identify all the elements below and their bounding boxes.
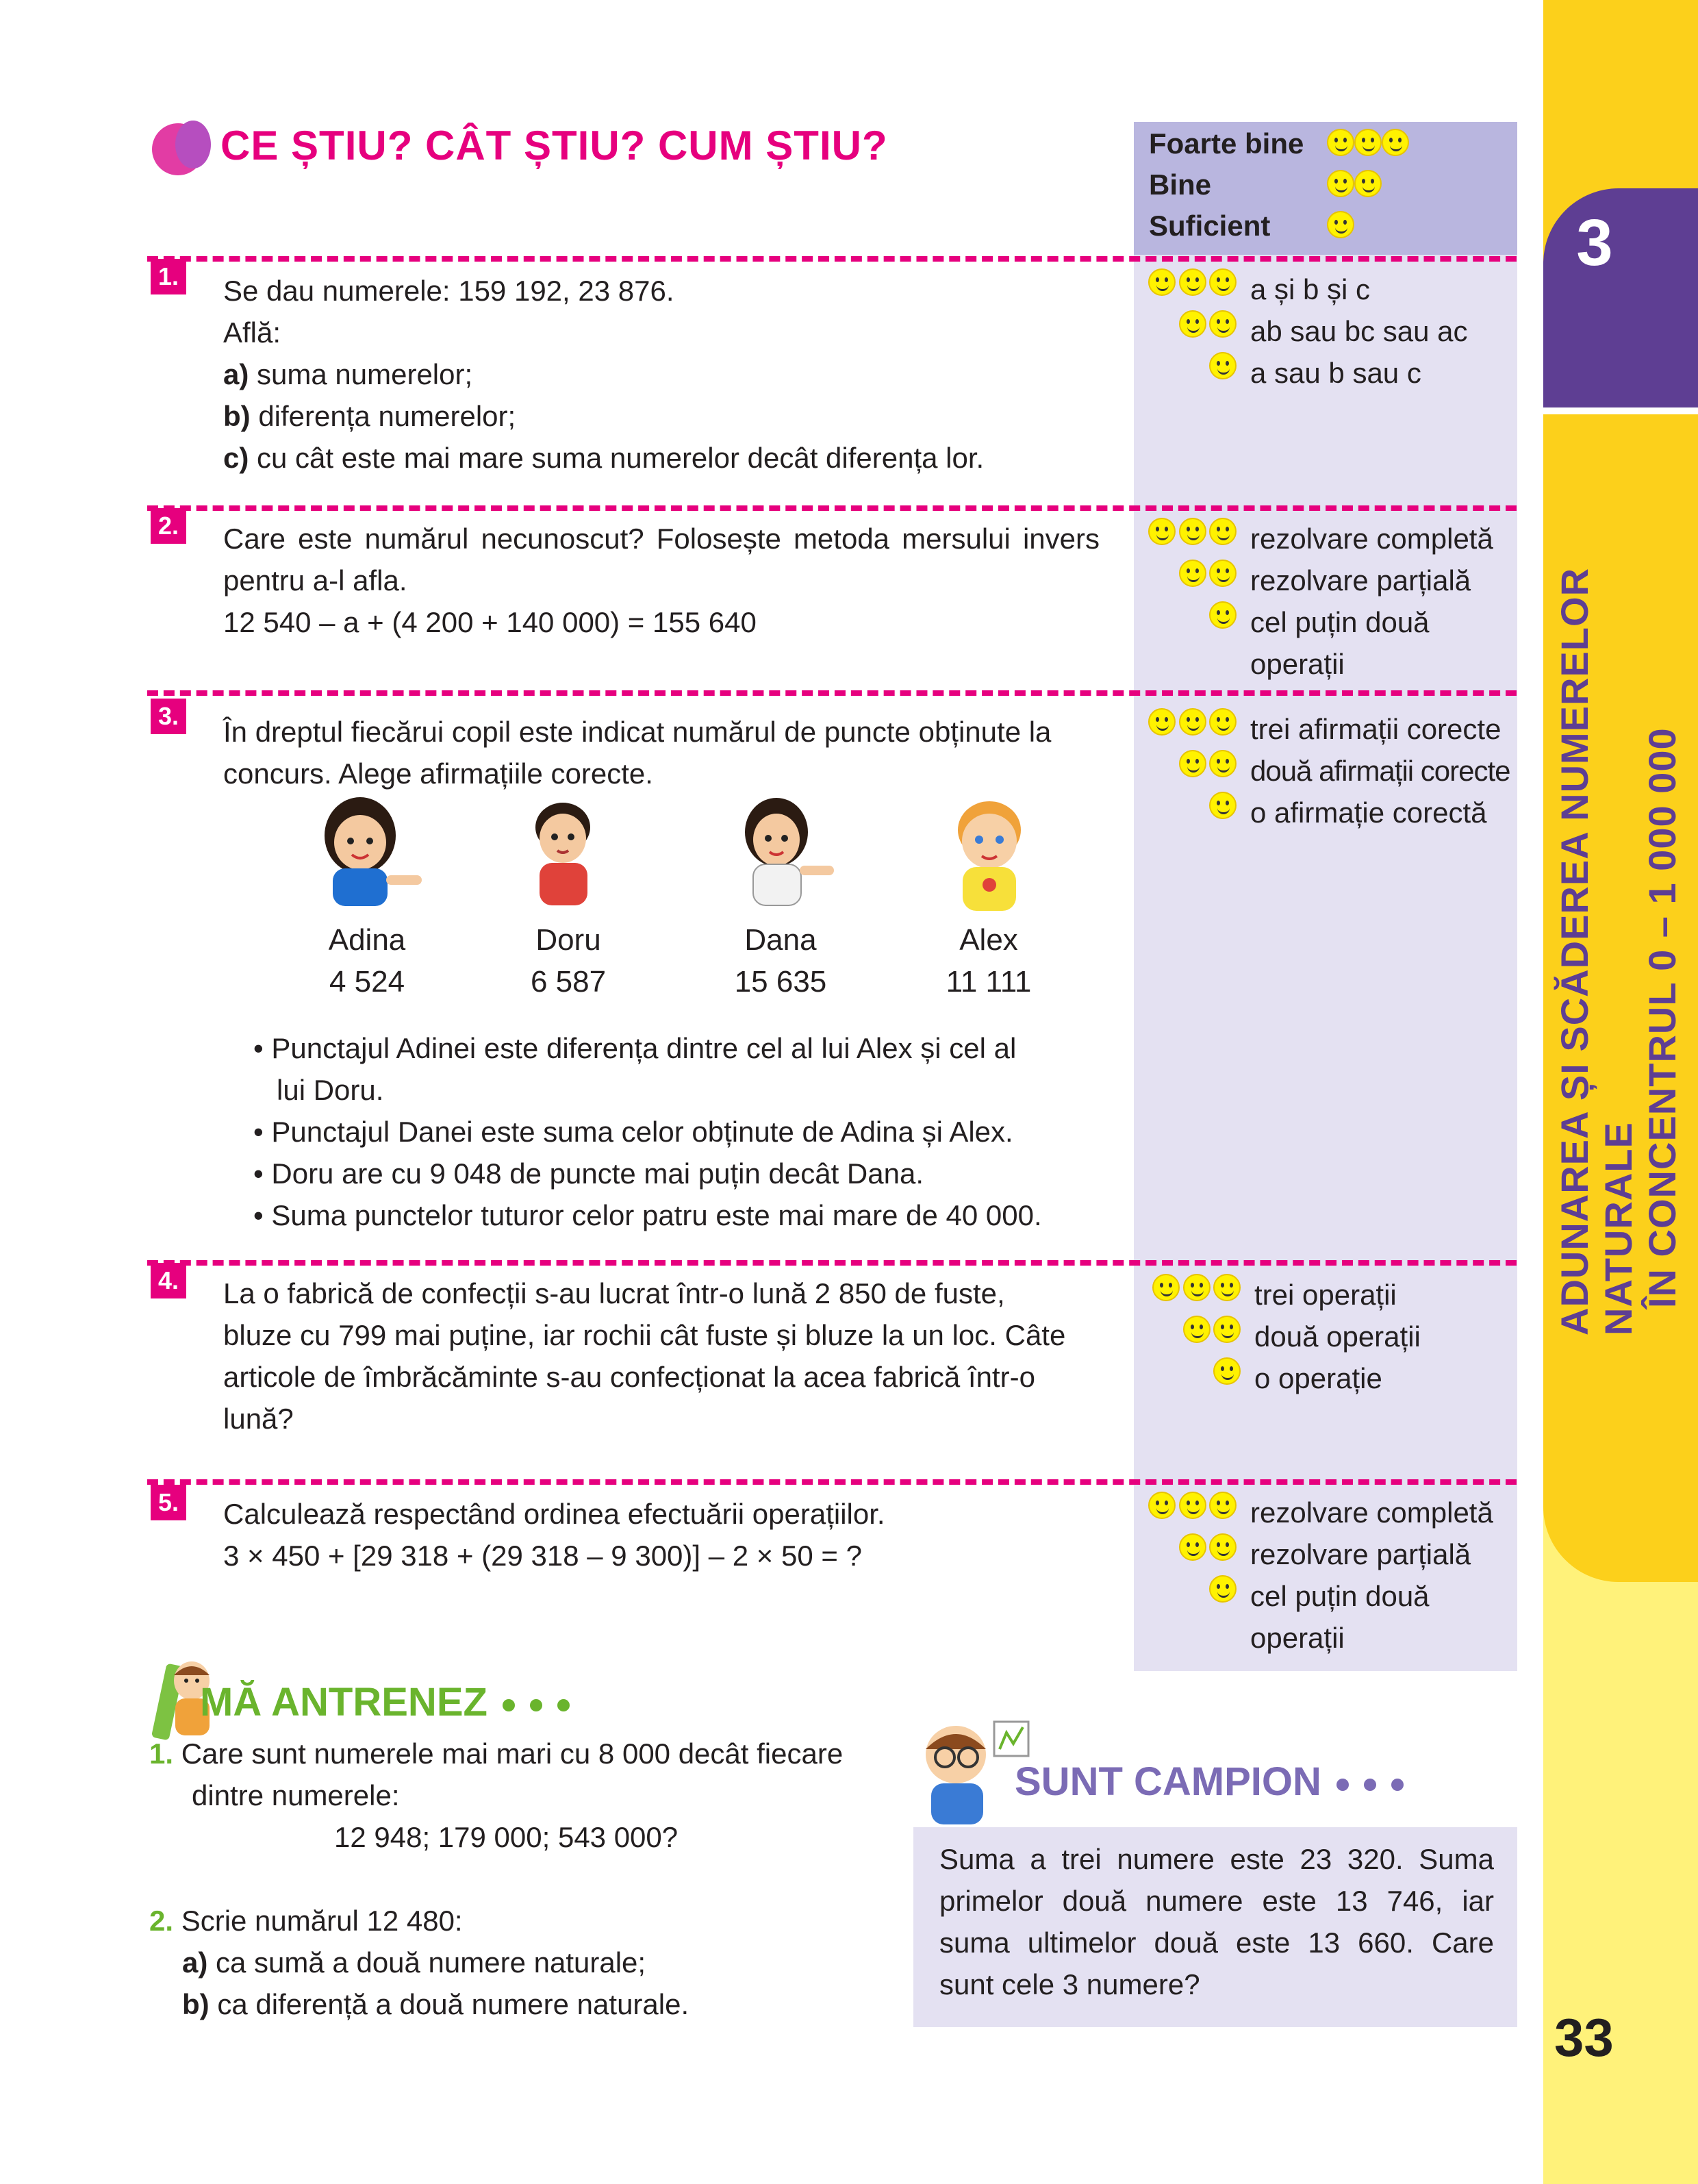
separator <box>147 256 1517 262</box>
practice-q1-numbers: 12 948; 179 000; 543 000? <box>334 1821 679 1853</box>
rubric-legend <box>1134 122 1517 255</box>
exercise-1-line: Se dau numerele: 159 192, 23 876. <box>223 275 674 307</box>
smiley-icon <box>1209 1575 1237 1603</box>
exercise-number: 1. <box>151 259 186 294</box>
smiley-icon <box>1213 1316 1241 1343</box>
legend-faces-2 <box>1327 170 1382 197</box>
child-name: Alex <box>959 923 1018 957</box>
practice-q1-text: dintre numerele: <box>192 1779 400 1811</box>
exercise-3-statements <box>253 1027 1116 1236</box>
smiley-icon <box>1148 1492 1176 1519</box>
practice-question-1 <box>149 1733 902 1858</box>
exercise-4-line: La o fabrică de confecții s-au lucrat într-o lună 2 850 de fuste, <box>223 1277 1005 1309</box>
smiley-icon <box>1179 268 1206 296</box>
champion-line: sunt cele 3 numere? <box>939 1968 1200 2000</box>
practice-q-number: 1. <box>149 1737 174 1770</box>
page-number: 33 <box>1554 2007 1614 2068</box>
rubric-criterion: rezolvare completă <box>1250 523 1493 555</box>
exercise-1-item: b) diferența numerelor; <box>223 400 516 432</box>
smiley-icon <box>1179 708 1206 736</box>
exercise-5-equation: 3 × 450 + [29 318 + (29 318 – 9 300)] – 2 × 50 = ? <box>223 1540 862 1572</box>
exercise-number: 5. <box>151 1485 186 1520</box>
smiley-icon <box>1148 708 1176 736</box>
boy-doru-illustration <box>520 794 609 911</box>
exercise-2-text: Care este numărul necunoscut? Folosește metoda mersului invers pentru a-l afla. <box>223 523 1100 597</box>
champion-title <box>1015 1759 1404 1805</box>
rubric-criterion: rezolvare parțială <box>1250 564 1471 597</box>
champion-line: Suma a trei numere este 23 320. Suma <box>939 1843 1494 1875</box>
smiley-icon <box>1209 708 1237 736</box>
exercise-5 <box>223 1493 1113 1577</box>
exercise-1-item: c) cu cât este mai mare suma numerelor decât diferența lor. <box>223 442 985 474</box>
smiley-icon <box>1209 601 1237 629</box>
girl-adina-illustration <box>305 794 429 911</box>
rubric-criterion: rezolvare parțială <box>1250 1538 1471 1570</box>
smiley-icon <box>1179 560 1206 587</box>
exercise-number: 3. <box>151 699 186 734</box>
child-score: 15 635 <box>734 965 827 999</box>
smiley-icon <box>1179 1533 1206 1561</box>
smiley-icon <box>1327 170 1354 197</box>
exercise-1-line: Află: <box>223 316 281 349</box>
practice-title-text: MĂ ANTRENEZ <box>200 1680 487 1724</box>
rubric-criterion: operații <box>1250 1622 1345 1654</box>
legend-faces-1 <box>1327 211 1354 238</box>
smiley-icon <box>1209 310 1237 338</box>
smiley-icon <box>1209 268 1237 296</box>
exercise-1-item: a) suma numerelor; <box>223 358 473 390</box>
statement: lui Doru. <box>277 1074 384 1106</box>
smiley-icon <box>1152 1274 1180 1301</box>
champion-problem <box>939 1838 1494 2005</box>
chapter-title <box>1553 445 1684 1335</box>
rubric-criterion: operații <box>1250 648 1345 680</box>
champion-title-text: SUNT CAMPION <box>1015 1759 1321 1804</box>
rubric-criterion: două operații <box>1254 1320 1421 1353</box>
legend-label: Foarte bine <box>1149 127 1304 160</box>
smiley-icon <box>1148 268 1176 296</box>
title-dots <box>487 1680 570 1724</box>
smiley-icon <box>1179 750 1206 777</box>
legend-faces-3 <box>1327 129 1409 156</box>
exercise-5-text: Calculează respectând ordinea efectuării operațiilor. <box>223 1498 885 1530</box>
champion-line: suma ultimelor două este 13 660. Care <box>939 1926 1494 1959</box>
rubric-criterion: a și b și c <box>1250 273 1371 305</box>
rubric-criterion: trei operații <box>1254 1279 1397 1311</box>
exercise-4 <box>223 1272 1106 1440</box>
smiley-icon <box>1209 1533 1237 1561</box>
smiley-icon <box>1209 560 1237 587</box>
exercise-3-text: În dreptul fiecărui copil este indicat numărul de puncte obținute la concurs. Alege afirmațiile corecte. <box>223 716 1052 790</box>
champion-line: primelor două numere este 13 746, iar <box>939 1885 1494 1917</box>
legend-label: Bine <box>1149 168 1212 201</box>
exercise-4-line: bluze cu 799 mai puține, iar rochii cât fuste și bluze la un loc. Câte <box>223 1319 1066 1351</box>
practice-q2-item: a) ca sumă a două numere naturale; <box>182 1946 646 1979</box>
exercise-2-equation: 12 540 – a + (4 200 + 140 000) = 155 640 <box>223 606 757 638</box>
smiley-icon <box>1213 1274 1241 1301</box>
smiley-icon <box>1209 792 1237 819</box>
child-score: 6 587 <box>530 965 607 999</box>
rubric-criterion: cel puțin două <box>1250 606 1430 638</box>
separator <box>147 505 1517 511</box>
practice-q-number: 2. <box>149 1905 174 1937</box>
rubric-criterion: a sau b sau c <box>1250 357 1421 389</box>
separator <box>147 1479 1517 1485</box>
boy-alex-illustration <box>938 794 1041 925</box>
smiley-icon <box>1183 1316 1211 1343</box>
exercise-4-line: lună? <box>223 1403 294 1435</box>
smiley-icon <box>1213 1357 1241 1385</box>
title-dots <box>1321 1759 1404 1804</box>
smiley-icon <box>1148 518 1176 545</box>
page-title: CE ȘTIU? CÂT ȘTIU? CUM ȘTIU? <box>220 123 888 168</box>
exercise-number: 4. <box>151 1263 186 1298</box>
practice-q2-text: Scrie numărul 12 480: <box>181 1905 463 1937</box>
exercise-4-line: articole de îmbrăcăminte s-au confecționat la acea fabrică într-o <box>223 1361 1035 1393</box>
chapter-title-line2: ÎN CONCENTRUL 0 – 1 000 000 <box>1640 727 1684 1308</box>
exercise-2 <box>223 518 1100 643</box>
legend-label: Suficient <box>1149 210 1271 242</box>
smiley-icon <box>1209 750 1237 777</box>
smiley-icon <box>1209 518 1237 545</box>
child-name: Doru <box>535 923 601 957</box>
chapter-number: 3 <box>1576 206 1613 279</box>
child-score: 11 111 <box>946 965 1032 999</box>
statement: • Suma punctelor tuturor celor patru este mai mare de 40 000. <box>253 1199 1042 1231</box>
rubric-criterion: două afirmații corecte <box>1250 755 1510 787</box>
chapter-tab-stripe <box>1543 407 1698 414</box>
rubric-criterion: o afirmație corectă <box>1250 796 1487 829</box>
practice-q2-item: b) ca diferență a două numere naturale. <box>182 1988 689 2020</box>
statement: • Doru are cu 9 048 de puncte mai puțin decât Dana. <box>253 1157 924 1190</box>
chapter-title-line1: ADUNAREA ȘI SCĂDEREA NUMERELOR NATURALE <box>1553 567 1640 1335</box>
smiley-icon <box>1382 129 1409 156</box>
smiley-icon <box>1209 1492 1237 1519</box>
smiley-icon <box>1209 352 1237 379</box>
practice-question-2 <box>149 1900 902 2025</box>
separator <box>147 690 1517 696</box>
rubric-criterion: ab sau bc sau ac <box>1250 315 1468 347</box>
separator <box>147 1260 1517 1266</box>
exercise-number: 2. <box>151 508 186 544</box>
child-name: Dana <box>744 923 817 957</box>
exercise-1 <box>223 270 1113 479</box>
rubric-criterion: rezolvare completă <box>1250 1496 1493 1529</box>
statement: • Punctajul Danei este suma celor obținute de Adina și Alex. <box>253 1116 1013 1148</box>
rubric-criterion: cel puțin două <box>1250 1580 1430 1612</box>
smiley-icon <box>1327 129 1354 156</box>
practice-q1-text: Care sunt numerele mai mari cu 8 000 decât fiecare <box>181 1737 844 1770</box>
statement: • Punctajul Adinei este diferența dintre cel al lui Alex și cel al <box>253 1032 1017 1064</box>
child-name: Adina <box>328 923 406 957</box>
smiley-icon <box>1179 1492 1206 1519</box>
child-score: 4 524 <box>329 965 405 999</box>
smiley-icon <box>1354 170 1382 197</box>
smiley-icon <box>1183 1274 1211 1301</box>
rubric-criterion: o operație <box>1254 1362 1382 1394</box>
smiley-icon <box>1179 518 1206 545</box>
practice-title <box>200 1679 570 1725</box>
title-bullet-icon-overlay <box>175 121 211 168</box>
smiley-icon <box>1179 310 1206 338</box>
smiley-icon <box>1327 211 1354 238</box>
rubric-criterion: trei afirmații corecte <box>1250 713 1501 745</box>
girl-dana-illustration <box>728 794 845 911</box>
smiley-icon <box>1354 129 1382 156</box>
